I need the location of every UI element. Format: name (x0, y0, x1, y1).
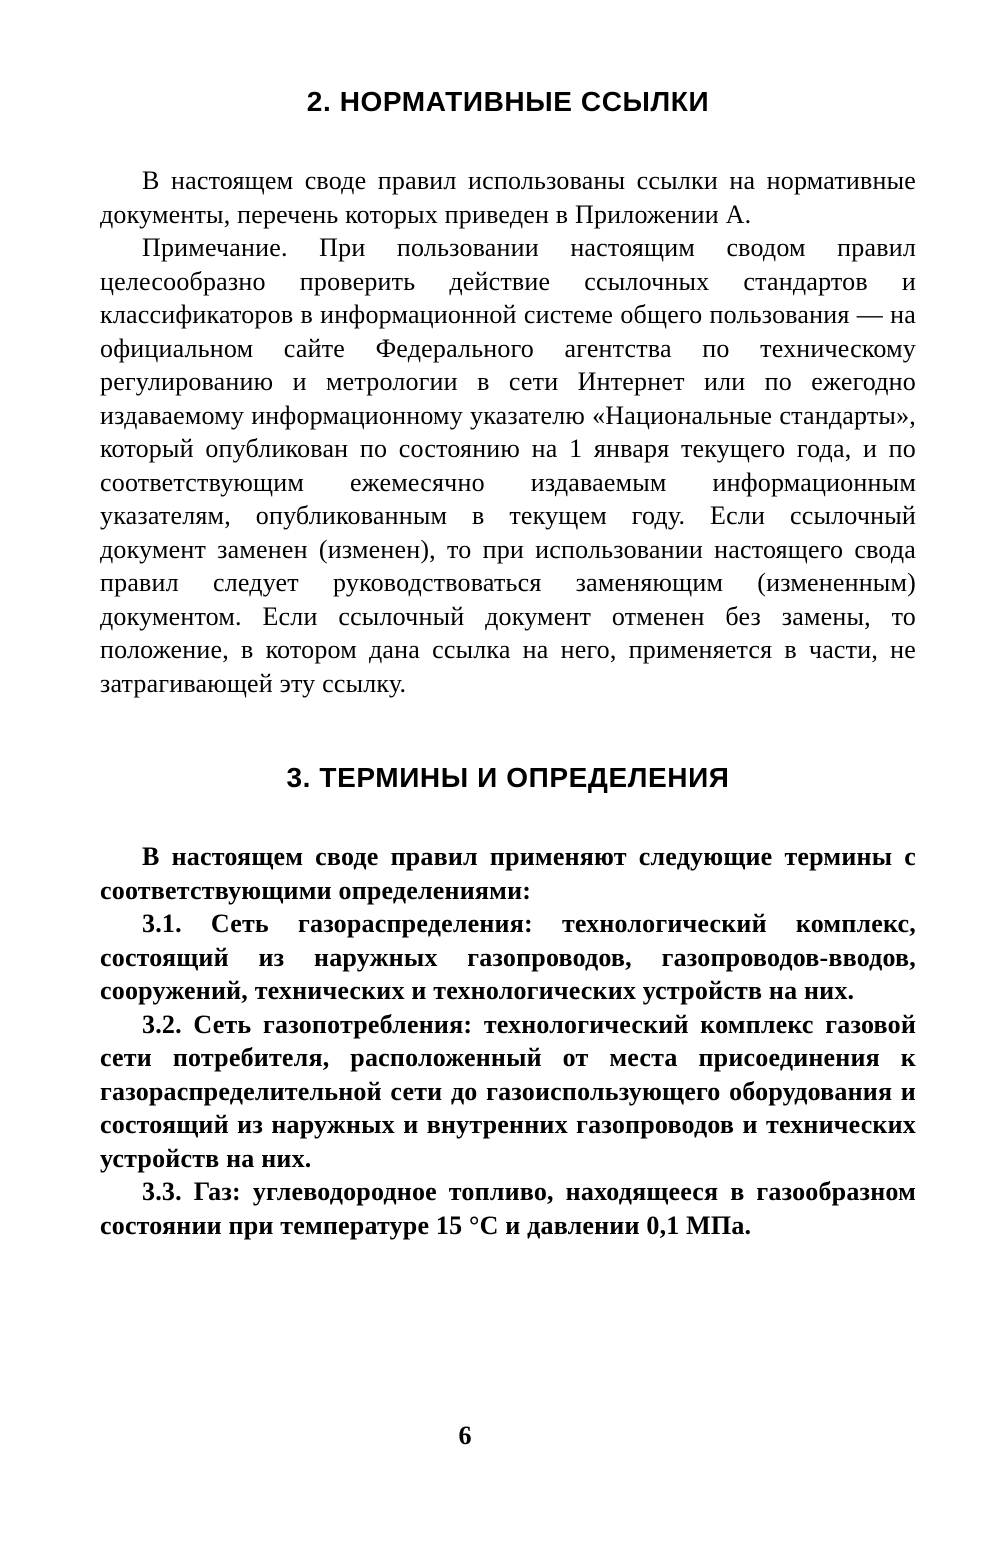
section-terms-definitions (100, 840, 916, 1242)
paragraph-term-gas-distribution-network: 3.1. Сеть газораспределения: технологический комплекс, состоящий из наружных газопроводов, газопроводов-вводов, сооружений, технических и технологических устройств на них. (100, 909, 916, 1005)
paragraph-references-note: Примечание. При пользовании настоящим сводом правил целесообразно проверить действие ссылочных стандартов и классификаторов в информационной системе общего пользования — на официальном сайте Федерального агентства по техническому регулированию и метрологии в сети Интернет или по ежегодно издаваемому информационному указателю «Национальные стандарты», который опубликован по состоянию на 1 января текущего года, и по соответствующим ежемесячно издаваемым информационным указателям, опубликованным в текущем году. Если ссылочный документ заменен (изменен), то при использовании настоящего свода правил следует руководствоваться заменяющим (измененным) документом. Если ссылочный документ отменен без замены, то положение, в котором дана ссылка на него, применяется в части, не затрагивающей эту ссылку. (100, 233, 916, 698)
section-heading-normative-references: 2. НОРМАТИВНЫЕ ССЫЛКИ (306, 86, 710, 117)
page-number: 6 (458, 1421, 472, 1450)
paragraph-references-intro: В настоящем своде правил использованы ссылки на нормативные документы, перечень которых приведен в Приложении А. (100, 166, 916, 229)
paragraph-term-gas: 3.3. Газ: углеводородное топливо, находящееся в газообразном состоянии при температуре 15 °С и давлении 0,1 МПа. (100, 1177, 916, 1240)
section-normative-references (100, 164, 916, 700)
paragraph-term-gas-consumption-network: 3.2. Сеть газопотребления: технологический комплекс газовой сети потребителя, расположенный от места присоединения к газораспределительной сети до газоиспользующего оборудования и состоящий из наружных и внутренних газопроводов и технических устройств на них. (100, 1009, 916, 1173)
paragraph-terms-intro: В настоящем своде правил применяют следующие термины с соответствующими определениями: (100, 842, 916, 905)
section-heading-terms-definitions: 3. ТЕРМИНЫ И ОПРЕДЕЛЕНИЯ (286, 762, 730, 793)
